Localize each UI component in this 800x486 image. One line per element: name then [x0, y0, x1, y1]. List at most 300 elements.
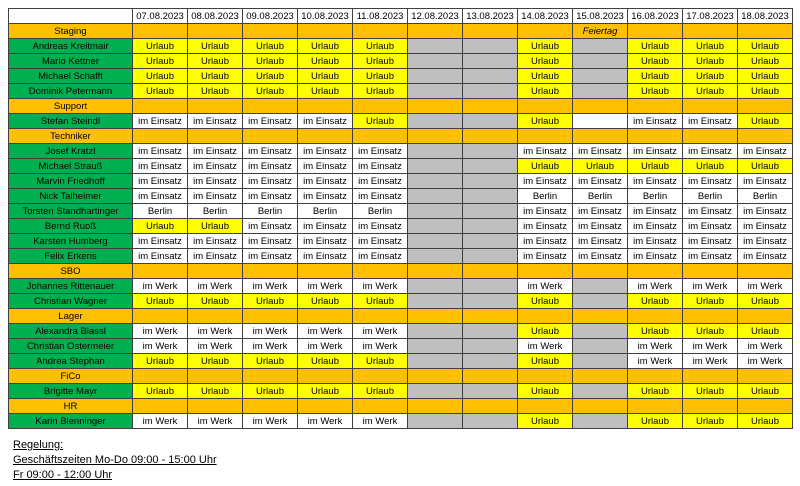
- schedule-cell[interactable]: im Einsatz: [243, 234, 298, 249]
- date-header[interactable]: 18.08.2023: [738, 9, 793, 24]
- group-cell[interactable]: [408, 24, 463, 39]
- person-name[interactable]: Christian Wagner: [9, 294, 133, 309]
- schedule-cell[interactable]: Urlaub: [188, 384, 243, 399]
- group-cell[interactable]: [518, 264, 573, 279]
- schedule-cell[interactable]: im Einsatz: [188, 249, 243, 264]
- group-cell[interactable]: [243, 24, 298, 39]
- group-cell[interactable]: [463, 24, 518, 39]
- date-header[interactable]: 13.08.2023: [463, 9, 518, 24]
- schedule-cell[interactable]: im Werk: [353, 324, 408, 339]
- schedule-cell[interactable]: Urlaub: [683, 414, 738, 429]
- schedule-cell[interactable]: im Einsatz: [518, 144, 573, 159]
- schedule-cell[interactable]: im Werk: [628, 354, 683, 369]
- date-header[interactable]: 08.08.2023: [188, 9, 243, 24]
- schedule-cell[interactable]: Berlin: [683, 189, 738, 204]
- schedule-cell[interactable]: im Werk: [188, 324, 243, 339]
- schedule-cell[interactable]: Urlaub: [188, 84, 243, 99]
- schedule-cell[interactable]: im Werk: [298, 279, 353, 294]
- schedule-cell[interactable]: [463, 84, 518, 99]
- schedule-cell[interactable]: [463, 234, 518, 249]
- schedule-cell[interactable]: [573, 69, 628, 84]
- schedule-cell[interactable]: Urlaub: [188, 39, 243, 54]
- schedule-cell[interactable]: Urlaub: [683, 159, 738, 174]
- schedule-cell[interactable]: Urlaub: [243, 69, 298, 84]
- schedule-cell[interactable]: Urlaub: [518, 354, 573, 369]
- schedule-cell[interactable]: im Werk: [188, 414, 243, 429]
- schedule-cell[interactable]: [463, 219, 518, 234]
- group-cell[interactable]: [133, 399, 188, 414]
- schedule-cell[interactable]: im Werk: [243, 324, 298, 339]
- schedule-cell[interactable]: Urlaub: [628, 84, 683, 99]
- group-cell[interactable]: [408, 399, 463, 414]
- schedule-cell[interactable]: [408, 294, 463, 309]
- schedule-cell[interactable]: im Einsatz: [188, 114, 243, 129]
- person-name[interactable]: Brigitte Mayr: [9, 384, 133, 399]
- schedule-cell[interactable]: Urlaub: [628, 384, 683, 399]
- group-cell[interactable]: [133, 369, 188, 384]
- schedule-cell[interactable]: Urlaub: [133, 384, 188, 399]
- person-name[interactable]: Michael Strauß: [9, 159, 133, 174]
- schedule-cell[interactable]: im Einsatz: [298, 144, 353, 159]
- schedule-cell[interactable]: im Einsatz: [298, 249, 353, 264]
- group-cell[interactable]: [573, 309, 628, 324]
- schedule-cell[interactable]: [408, 39, 463, 54]
- group-cell[interactable]: [628, 129, 683, 144]
- group-cell[interactable]: [683, 24, 738, 39]
- schedule-cell[interactable]: im Einsatz: [243, 219, 298, 234]
- schedule-cell[interactable]: im Einsatz: [298, 234, 353, 249]
- person-name[interactable]: Marvin Friedhoff: [9, 174, 133, 189]
- group-cell[interactable]: [408, 309, 463, 324]
- schedule-cell[interactable]: im Einsatz: [573, 174, 628, 189]
- group-cell[interactable]: [408, 369, 463, 384]
- schedule-cell[interactable]: im Werk: [298, 414, 353, 429]
- group-cell[interactable]: [133, 129, 188, 144]
- schedule-cell[interactable]: Urlaub: [683, 54, 738, 69]
- schedule-cell[interactable]: Urlaub: [353, 354, 408, 369]
- schedule-cell[interactable]: [463, 69, 518, 84]
- schedule-cell[interactable]: Urlaub: [353, 39, 408, 54]
- group-cell[interactable]: [188, 24, 243, 39]
- group-cell[interactable]: [738, 129, 793, 144]
- schedule-cell[interactable]: im Einsatz: [133, 174, 188, 189]
- schedule-cell[interactable]: Urlaub: [518, 414, 573, 429]
- schedule-cell[interactable]: Urlaub: [298, 384, 353, 399]
- schedule-cell[interactable]: Urlaub: [298, 39, 353, 54]
- schedule-cell[interactable]: im Einsatz: [628, 204, 683, 219]
- schedule-cell[interactable]: im Werk: [188, 339, 243, 354]
- schedule-cell[interactable]: im Werk: [738, 354, 793, 369]
- schedule-cell[interactable]: im Einsatz: [738, 249, 793, 264]
- schedule-cell[interactable]: Urlaub: [353, 294, 408, 309]
- schedule-cell[interactable]: im Einsatz: [353, 159, 408, 174]
- schedule-cell[interactable]: im Werk: [188, 279, 243, 294]
- schedule-cell[interactable]: Urlaub: [353, 384, 408, 399]
- schedule-cell[interactable]: im Werk: [298, 339, 353, 354]
- schedule-cell[interactable]: im Einsatz: [628, 234, 683, 249]
- date-header[interactable]: 16.08.2023: [628, 9, 683, 24]
- group-cell[interactable]: [188, 369, 243, 384]
- schedule-cell[interactable]: [408, 54, 463, 69]
- schedule-cell[interactable]: im Werk: [518, 339, 573, 354]
- schedule-cell[interactable]: Berlin: [298, 204, 353, 219]
- schedule-cell[interactable]: [573, 339, 628, 354]
- group-cell[interactable]: [518, 399, 573, 414]
- group-cell[interactable]: [408, 129, 463, 144]
- group-cell[interactable]: [353, 129, 408, 144]
- schedule-cell[interactable]: [408, 414, 463, 429]
- schedule-cell[interactable]: [408, 219, 463, 234]
- schedule-cell[interactable]: Urlaub: [298, 69, 353, 84]
- group-cell[interactable]: [518, 309, 573, 324]
- schedule-cell[interactable]: [463, 354, 518, 369]
- schedule-cell[interactable]: Urlaub: [683, 324, 738, 339]
- schedule-cell[interactable]: Urlaub: [738, 384, 793, 399]
- group-cell[interactable]: [133, 99, 188, 114]
- schedule-cell[interactable]: Urlaub: [683, 39, 738, 54]
- date-header[interactable]: 10.08.2023: [298, 9, 353, 24]
- schedule-cell[interactable]: im Einsatz: [188, 159, 243, 174]
- schedule-cell[interactable]: [573, 279, 628, 294]
- group-label[interactable]: Lager: [9, 309, 133, 324]
- schedule-cell[interactable]: im Einsatz: [243, 159, 298, 174]
- schedule-cell[interactable]: im Einsatz: [738, 174, 793, 189]
- schedule-cell[interactable]: im Einsatz: [573, 234, 628, 249]
- schedule-cell[interactable]: Urlaub: [738, 294, 793, 309]
- schedule-cell[interactable]: Urlaub: [133, 54, 188, 69]
- group-cell[interactable]: [463, 264, 518, 279]
- date-header[interactable]: 11.08.2023: [353, 9, 408, 24]
- group-label[interactable]: Techniker: [9, 129, 133, 144]
- schedule-cell[interactable]: [408, 249, 463, 264]
- schedule-cell[interactable]: [408, 189, 463, 204]
- schedule-cell[interactable]: Urlaub: [188, 354, 243, 369]
- schedule-cell[interactable]: im Einsatz: [738, 144, 793, 159]
- person-name[interactable]: Andreas Kreitmair: [9, 39, 133, 54]
- group-cell[interactable]: [683, 129, 738, 144]
- schedule-cell[interactable]: Urlaub: [738, 114, 793, 129]
- schedule-cell[interactable]: [408, 354, 463, 369]
- person-name[interactable]: Karin Blenninger: [9, 414, 133, 429]
- schedule-cell[interactable]: im Einsatz: [298, 174, 353, 189]
- schedule-cell[interactable]: im Einsatz: [353, 144, 408, 159]
- schedule-cell[interactable]: im Einsatz: [518, 174, 573, 189]
- group-cell[interactable]: [683, 309, 738, 324]
- person-name[interactable]: Michael Schafft: [9, 69, 133, 84]
- group-cell[interactable]: [298, 129, 353, 144]
- group-cell[interactable]: [463, 309, 518, 324]
- schedule-cell[interactable]: Urlaub: [518, 324, 573, 339]
- schedule-cell[interactable]: im Einsatz: [298, 219, 353, 234]
- group-cell[interactable]: [628, 99, 683, 114]
- schedule-cell[interactable]: im Einsatz: [353, 189, 408, 204]
- schedule-cell[interactable]: im Einsatz: [683, 114, 738, 129]
- schedule-cell[interactable]: [573, 84, 628, 99]
- group-cell[interactable]: [738, 309, 793, 324]
- schedule-cell[interactable]: [463, 249, 518, 264]
- schedule-cell[interactable]: im Einsatz: [738, 234, 793, 249]
- schedule-cell[interactable]: im Einsatz: [243, 189, 298, 204]
- schedule-cell[interactable]: im Einsatz: [353, 234, 408, 249]
- schedule-cell[interactable]: [463, 189, 518, 204]
- group-cell[interactable]: [298, 399, 353, 414]
- schedule-cell[interactable]: Urlaub: [738, 414, 793, 429]
- schedule-cell[interactable]: Urlaub: [738, 324, 793, 339]
- schedule-cell[interactable]: im Einsatz: [353, 219, 408, 234]
- schedule-cell[interactable]: Urlaub: [573, 159, 628, 174]
- date-header[interactable]: 14.08.2023: [518, 9, 573, 24]
- schedule-cell[interactable]: Urlaub: [628, 294, 683, 309]
- schedule-cell[interactable]: Urlaub: [243, 354, 298, 369]
- schedule-cell[interactable]: im Werk: [133, 339, 188, 354]
- schedule-cell[interactable]: [408, 204, 463, 219]
- date-header[interactable]: 09.08.2023: [243, 9, 298, 24]
- schedule-cell[interactable]: [573, 54, 628, 69]
- group-cell[interactable]: Feiertag: [573, 24, 628, 39]
- schedule-cell[interactable]: im Einsatz: [188, 189, 243, 204]
- group-cell[interactable]: [683, 99, 738, 114]
- group-cell[interactable]: [188, 309, 243, 324]
- schedule-cell[interactable]: im Einsatz: [133, 114, 188, 129]
- group-cell[interactable]: [353, 399, 408, 414]
- schedule-cell[interactable]: im Einsatz: [683, 144, 738, 159]
- schedule-cell[interactable]: im Werk: [133, 279, 188, 294]
- schedule-cell[interactable]: im Einsatz: [188, 234, 243, 249]
- schedule-cell[interactable]: Urlaub: [298, 54, 353, 69]
- group-cell[interactable]: [518, 99, 573, 114]
- group-cell[interactable]: [133, 309, 188, 324]
- schedule-cell[interactable]: Berlin: [133, 204, 188, 219]
- schedule-cell[interactable]: im Einsatz: [243, 144, 298, 159]
- group-cell[interactable]: [353, 24, 408, 39]
- schedule-cell[interactable]: [408, 234, 463, 249]
- group-cell[interactable]: [353, 264, 408, 279]
- schedule-cell[interactable]: Urlaub: [518, 84, 573, 99]
- group-cell[interactable]: [738, 369, 793, 384]
- person-name[interactable]: Andrea Stephan: [9, 354, 133, 369]
- schedule-cell[interactable]: im Einsatz: [738, 204, 793, 219]
- group-cell[interactable]: [298, 369, 353, 384]
- person-name[interactable]: Christian Ostermeier: [9, 339, 133, 354]
- group-cell[interactable]: [628, 264, 683, 279]
- schedule-cell[interactable]: [463, 279, 518, 294]
- schedule-cell[interactable]: Urlaub: [738, 39, 793, 54]
- schedule-cell[interactable]: [408, 279, 463, 294]
- schedule-cell[interactable]: Berlin: [573, 189, 628, 204]
- schedule-cell[interactable]: Urlaub: [353, 114, 408, 129]
- date-header[interactable]: 17.08.2023: [683, 9, 738, 24]
- schedule-cell[interactable]: im Werk: [683, 279, 738, 294]
- schedule-cell[interactable]: Urlaub: [133, 69, 188, 84]
- schedule-cell[interactable]: Berlin: [628, 189, 683, 204]
- schedule-cell[interactable]: Urlaub: [133, 354, 188, 369]
- schedule-cell[interactable]: Berlin: [738, 189, 793, 204]
- person-name[interactable]: Stefan Steindl: [9, 114, 133, 129]
- group-cell[interactable]: [573, 264, 628, 279]
- person-name[interactable]: Nick Talheimer: [9, 189, 133, 204]
- group-cell[interactable]: [188, 264, 243, 279]
- schedule-cell[interactable]: [463, 204, 518, 219]
- schedule-cell[interactable]: Urlaub: [188, 54, 243, 69]
- schedule-cell[interactable]: Urlaub: [243, 384, 298, 399]
- group-cell[interactable]: [298, 264, 353, 279]
- group-cell[interactable]: [243, 399, 298, 414]
- group-cell[interactable]: [408, 99, 463, 114]
- schedule-cell[interactable]: [463, 384, 518, 399]
- group-cell[interactable]: [463, 369, 518, 384]
- date-header[interactable]: 12.08.2023: [408, 9, 463, 24]
- group-cell[interactable]: [573, 369, 628, 384]
- group-cell[interactable]: [408, 264, 463, 279]
- schedule-cell[interactable]: Berlin: [518, 189, 573, 204]
- schedule-cell[interactable]: im Einsatz: [243, 114, 298, 129]
- schedule-cell[interactable]: im Einsatz: [573, 144, 628, 159]
- schedule-cell[interactable]: Urlaub: [518, 69, 573, 84]
- schedule-cell[interactable]: im Werk: [133, 414, 188, 429]
- schedule-cell[interactable]: [573, 354, 628, 369]
- schedule-cell[interactable]: Urlaub: [353, 54, 408, 69]
- schedule-cell[interactable]: Urlaub: [298, 354, 353, 369]
- schedule-cell[interactable]: im Einsatz: [683, 174, 738, 189]
- person-name[interactable]: Johannes Rittenauer: [9, 279, 133, 294]
- group-cell[interactable]: [463, 129, 518, 144]
- schedule-cell[interactable]: Urlaub: [188, 294, 243, 309]
- person-name[interactable]: Mario Kettner: [9, 54, 133, 69]
- schedule-cell[interactable]: [573, 414, 628, 429]
- schedule-cell[interactable]: Urlaub: [738, 159, 793, 174]
- schedule-cell[interactable]: im Werk: [683, 354, 738, 369]
- schedule-cell[interactable]: Urlaub: [628, 159, 683, 174]
- schedule-cell[interactable]: [573, 384, 628, 399]
- schedule-cell[interactable]: Urlaub: [298, 84, 353, 99]
- group-cell[interactable]: [353, 309, 408, 324]
- schedule-cell[interactable]: im Werk: [738, 339, 793, 354]
- schedule-cell[interactable]: Urlaub: [518, 39, 573, 54]
- group-cell[interactable]: [188, 129, 243, 144]
- group-cell[interactable]: [628, 24, 683, 39]
- schedule-cell[interactable]: Urlaub: [243, 294, 298, 309]
- schedule-cell[interactable]: Urlaub: [133, 294, 188, 309]
- schedule-cell[interactable]: im Einsatz: [628, 249, 683, 264]
- person-name[interactable]: Alexandra Blassl: [9, 324, 133, 339]
- schedule-cell[interactable]: [408, 339, 463, 354]
- schedule-cell[interactable]: Urlaub: [518, 384, 573, 399]
- schedule-cell[interactable]: Berlin: [243, 204, 298, 219]
- group-cell[interactable]: [188, 399, 243, 414]
- schedule-cell[interactable]: im Einsatz: [133, 159, 188, 174]
- schedule-cell[interactable]: Urlaub: [628, 324, 683, 339]
- schedule-cell[interactable]: im Werk: [298, 324, 353, 339]
- schedule-cell[interactable]: im Einsatz: [298, 159, 353, 174]
- schedule-cell[interactable]: im Einsatz: [243, 249, 298, 264]
- schedule-cell[interactable]: im Einsatz: [133, 234, 188, 249]
- schedule-cell[interactable]: [463, 144, 518, 159]
- schedule-cell[interactable]: im Einsatz: [298, 114, 353, 129]
- group-cell[interactable]: [298, 309, 353, 324]
- schedule-cell[interactable]: Urlaub: [298, 294, 353, 309]
- schedule-cell[interactable]: im Werk: [518, 279, 573, 294]
- group-cell[interactable]: [133, 264, 188, 279]
- schedule-cell[interactable]: im Einsatz: [683, 204, 738, 219]
- group-label[interactable]: HR: [9, 399, 133, 414]
- group-cell[interactable]: [298, 99, 353, 114]
- schedule-cell[interactable]: im Einsatz: [518, 204, 573, 219]
- group-label[interactable]: SBO: [9, 264, 133, 279]
- schedule-cell[interactable]: im Einsatz: [683, 234, 738, 249]
- group-cell[interactable]: [243, 369, 298, 384]
- schedule-cell[interactable]: im Einsatz: [133, 249, 188, 264]
- schedule-cell[interactable]: Urlaub: [518, 159, 573, 174]
- schedule-cell[interactable]: im Einsatz: [133, 144, 188, 159]
- date-header[interactable]: 15.08.2023: [573, 9, 628, 24]
- schedule-cell[interactable]: im Einsatz: [188, 144, 243, 159]
- schedule-cell[interactable]: Urlaub: [133, 84, 188, 99]
- group-cell[interactable]: [353, 99, 408, 114]
- group-cell[interactable]: [628, 369, 683, 384]
- schedule-cell[interactable]: [573, 294, 628, 309]
- schedule-cell[interactable]: [408, 174, 463, 189]
- schedule-cell[interactable]: [408, 69, 463, 84]
- schedule-cell[interactable]: Urlaub: [243, 84, 298, 99]
- schedule-cell[interactable]: Urlaub: [628, 54, 683, 69]
- schedule-cell[interactable]: Urlaub: [518, 114, 573, 129]
- schedule-cell[interactable]: [463, 174, 518, 189]
- schedule-cell[interactable]: im Werk: [353, 414, 408, 429]
- person-name[interactable]: Karsten Humberg: [9, 234, 133, 249]
- schedule-cell[interactable]: im Einsatz: [353, 174, 408, 189]
- schedule-cell[interactable]: [463, 159, 518, 174]
- group-cell[interactable]: [463, 99, 518, 114]
- group-cell[interactable]: [243, 99, 298, 114]
- schedule-cell[interactable]: im Einsatz: [573, 204, 628, 219]
- schedule-cell[interactable]: [573, 324, 628, 339]
- schedule-cell[interactable]: Berlin: [353, 204, 408, 219]
- schedule-cell[interactable]: Urlaub: [353, 69, 408, 84]
- schedule-cell[interactable]: im Einsatz: [133, 189, 188, 204]
- group-cell[interactable]: [518, 369, 573, 384]
- schedule-cell[interactable]: Urlaub: [518, 54, 573, 69]
- person-name[interactable]: Bernd Ruoß: [9, 219, 133, 234]
- schedule-cell[interactable]: Urlaub: [683, 84, 738, 99]
- schedule-cell[interactable]: [573, 39, 628, 54]
- schedule-cell[interactable]: [573, 114, 628, 129]
- schedule-cell[interactable]: Urlaub: [188, 69, 243, 84]
- schedule-cell[interactable]: im Einsatz: [628, 144, 683, 159]
- schedule-cell[interactable]: im Werk: [243, 414, 298, 429]
- schedule-cell[interactable]: im Einsatz: [628, 219, 683, 234]
- group-cell[interactable]: [133, 24, 188, 39]
- schedule-cell[interactable]: Urlaub: [683, 294, 738, 309]
- schedule-cell[interactable]: [408, 84, 463, 99]
- group-label[interactable]: Support: [9, 99, 133, 114]
- group-cell[interactable]: [573, 399, 628, 414]
- schedule-cell[interactable]: [463, 294, 518, 309]
- schedule-cell[interactable]: [463, 414, 518, 429]
- person-name[interactable]: Dominik Petermann: [9, 84, 133, 99]
- group-cell[interactable]: [573, 129, 628, 144]
- group-cell[interactable]: [463, 399, 518, 414]
- group-cell[interactable]: [738, 99, 793, 114]
- schedule-cell[interactable]: [408, 384, 463, 399]
- schedule-cell[interactable]: im Einsatz: [518, 219, 573, 234]
- schedule-cell[interactable]: [408, 114, 463, 129]
- person-name[interactable]: Josef Kratzl: [9, 144, 133, 159]
- schedule-cell[interactable]: im Einsatz: [628, 114, 683, 129]
- date-header[interactable]: 07.08.2023: [133, 9, 188, 24]
- schedule-cell[interactable]: im Werk: [738, 279, 793, 294]
- schedule-cell[interactable]: Berlin: [188, 204, 243, 219]
- schedule-cell[interactable]: [463, 54, 518, 69]
